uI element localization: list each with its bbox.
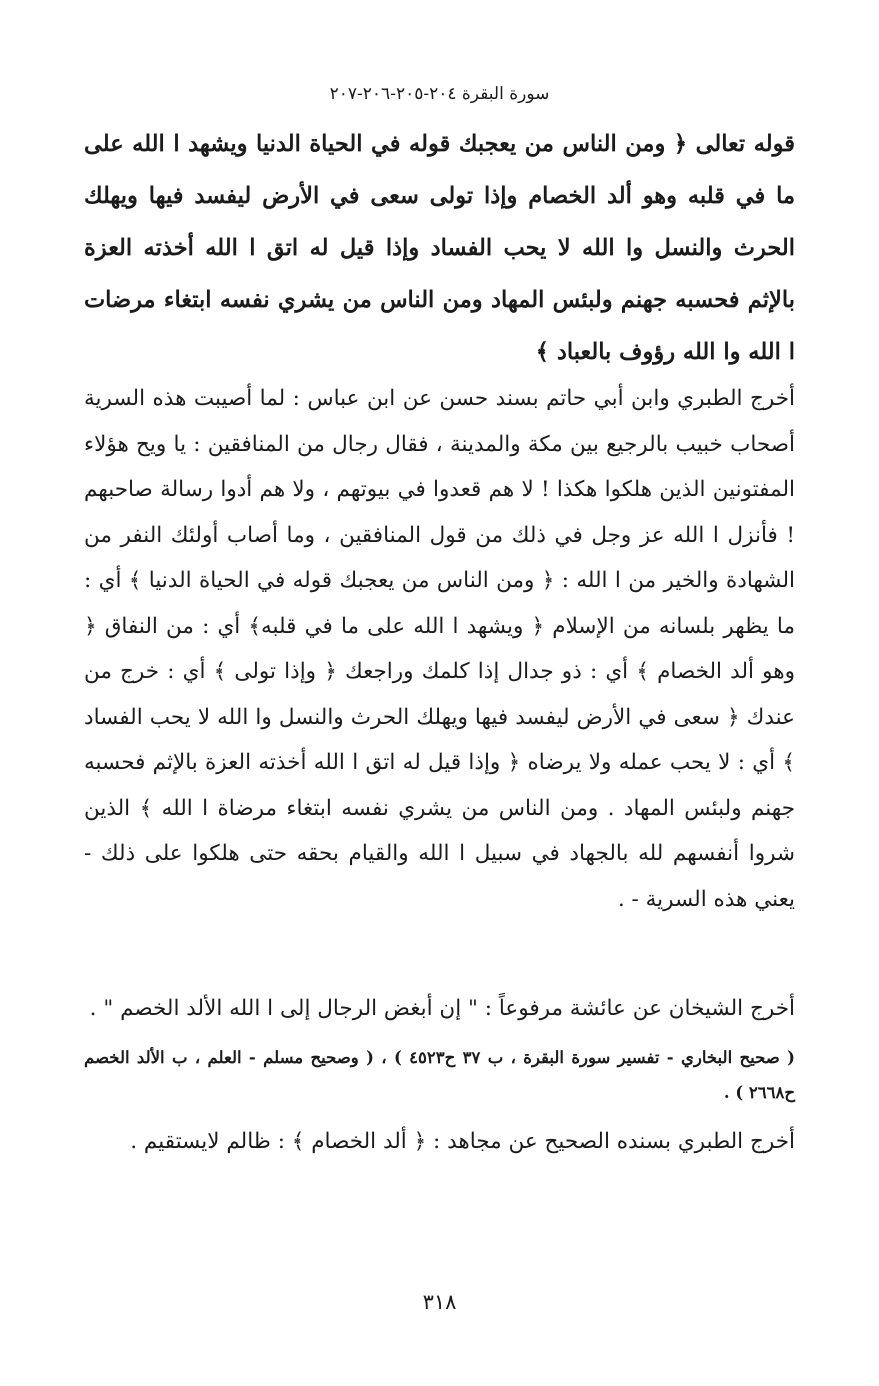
running-header: سورة البقرة ٢٠٤-٢٠٥-٢٠٦-٢٠٧ xyxy=(329,84,550,104)
hadith-reference-note: ( صحيح البخاري - تفسير سورة البقرة ، ب ٣٧ ح٤٥٢٣ ) ، ( وصحيح مسلم - العلم ، ب الألد الخصم ح٢٦٦٨ ) . xyxy=(84,1048,795,1102)
page-number: ٣١٨ xyxy=(422,1290,457,1314)
mujahid-report-paragraph: أخرج الطبري بسنده الصحيح عن مجاهد : ﴿ ألد الخصام ﴾ : ظالم لايستقيم . xyxy=(130,1129,795,1154)
quran-verse-paragraph: قوله تعالى ﴿ ومن الناس من يعجبك قوله في الحياة الدنيا ويشهد ا الله على ما في قلبه وهو ألد الخصام وإذا تولى سعى في الأرض ليفسد فيها ويهلك الحرث والنسل وا الله لا يحب الفساد وإذا قيل له اتق ا الله أخذته العزة بالإثم فحسبه جهنم ولبئس المهاد ومن الناس من يشري نفسه ابتغاء مرضات ا الله وا الله رؤوف بالعباد ﴾ xyxy=(84,131,795,365)
hadith-paragraph: أخرج الشيخان عن عائشة مرفوعاً : " إن أبغض الرجال إلى ا الله الألد الخصم " . xyxy=(89,996,795,1021)
tafsir-commentary-paragraph: أخرج الطبري وابن أبي حاتم بسند حسن عن ابن عباس : لما أصيبت هذه السرية أصحاب خبيب بالرجيع بين مكة والمدينة ، فقال رجال من المنافقين : يا ويح هؤلاء المفتونين الذين هلكوا هكذا ! لا هم قعدوا في بيوتهم ، ولا هم أدوا رسالة صاحبهم ! فأنزل ا الله عز وجل في ذلك من قول المنافقين ، وما أصاب أولئك النفر من الشهادة والخير من ا الله : ﴿ ومن الناس من يعجبك قوله في الحياة الدنيا ﴾ أي : ما يظهر بلسانه من الإسلام ﴿ ويشهد ا الله على ما في قلبه﴾ أي : من النفاق ﴿ وهو ألد الخصام ﴾ أي : ذو جدال إذا كلمك وراجعك ﴿ وإذا تولى ﴾ أي : خرج من عندك ﴿ سعى في الأرض ليفسد فيها ويهلك الحرث والنسل وا الله لا يحب الفساد ﴾ أي : لا يحب عمله ولا يرضاه ﴿ وإذا قيل له اتق ا الله أخذته العزة بالإثم فحسبه جهنم ولبئس المهاد . ومن الناس من يشري نفسه ابتغاء مرضاة ا الله ﴾ الذين شروا أنفسهم لله بالجهاد في سبيل ا الله والقيام بحقه حتى هلكوا على ذلك - يعني هذه السرية - . xyxy=(84,386,795,912)
